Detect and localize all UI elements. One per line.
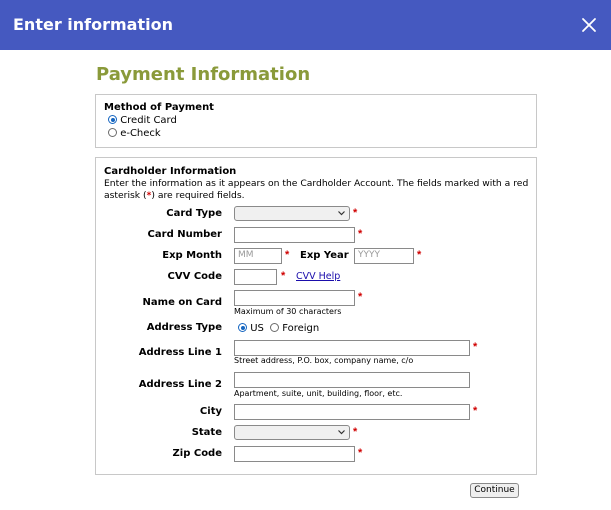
- address-line1-hint: Street address, P.O. box, company name, c/o: [234, 356, 414, 365]
- required-mark: *: [353, 207, 358, 219]
- address-type-us-option[interactable]: [238, 323, 264, 334]
- method-title: Method of Payment: [104, 102, 214, 113]
- continue-button[interactable]: Continue: [470, 483, 519, 498]
- name-on-card-hint: Maximum of 30 characters: [234, 307, 342, 316]
- required-mark: *: [358, 228, 363, 240]
- address-line2-label: Address Line 2: [138, 379, 222, 390]
- address-line1-label: Address Line 1: [138, 347, 222, 358]
- cardholder-title: Cardholder Information: [104, 166, 237, 177]
- cvv-label: CVV Code: [167, 271, 222, 282]
- required-mark: *: [353, 426, 358, 438]
- foreign-label: Foreign: [282, 323, 320, 334]
- echeck-radio[interactable]: [108, 128, 117, 137]
- required-mark: *: [285, 249, 290, 261]
- required-mark: *: [281, 270, 286, 282]
- cvv-input[interactable]: [234, 269, 277, 285]
- address-type-foreign-option[interactable]: [270, 323, 319, 334]
- dialog-titlebar: [0, 0, 611, 50]
- method-of-payment-panel: [95, 94, 537, 148]
- address-line1-input[interactable]: [234, 340, 470, 356]
- city-input[interactable]: [234, 404, 470, 420]
- name-on-card-label: Name on Card: [142, 297, 222, 308]
- foreign-radio[interactable]: [270, 323, 279, 332]
- zip-code-label: Zip Code: [172, 448, 222, 459]
- credit-card-label: Credit Card: [120, 115, 177, 126]
- exp-year-label: Exp Year: [300, 250, 349, 261]
- address-type-label: Address Type: [146, 322, 222, 333]
- exp-month-label: Exp Month: [162, 250, 222, 261]
- card-number-label: Card Number: [147, 229, 222, 240]
- state-label: State: [191, 427, 222, 438]
- required-mark: *: [417, 249, 422, 261]
- page-title: Payment Information: [96, 64, 311, 85]
- close-icon[interactable]: [580, 16, 598, 34]
- exp-month-input[interactable]: MM: [234, 248, 282, 264]
- card-type-label: Card Type: [166, 208, 222, 219]
- required-mark: *: [358, 447, 363, 459]
- dialog-title: Enter information: [13, 15, 173, 34]
- cvv-help-link[interactable]: CVV Help: [296, 271, 341, 282]
- us-label: US: [250, 323, 264, 334]
- echeck-label: e-Check: [120, 128, 161, 139]
- instructions-line2: asterisk (*) are required fields.: [104, 190, 245, 201]
- city-label: City: [199, 406, 222, 417]
- required-mark: *: [358, 291, 363, 303]
- name-on-card-input[interactable]: [234, 290, 355, 306]
- chevron-down-icon: [337, 208, 346, 218]
- echeck-option[interactable]: [108, 128, 161, 139]
- credit-card-radio[interactable]: [108, 115, 117, 124]
- state-select[interactable]: [234, 425, 350, 440]
- exp-year-input[interactable]: YYYY: [354, 248, 414, 264]
- address-line2-hint: Apartment, suite, unit, building, floor, etc.: [234, 389, 403, 398]
- address-line2-input[interactable]: [234, 372, 470, 388]
- credit-card-option[interactable]: [108, 115, 177, 126]
- card-number-input[interactable]: [234, 227, 355, 243]
- required-mark: *: [473, 405, 478, 417]
- card-type-select[interactable]: [234, 206, 350, 221]
- us-radio[interactable]: [238, 323, 247, 332]
- chevron-down-icon: [337, 427, 346, 437]
- instructions-line1: Enter the information as it appears on the Cardholder Account. The fields marked with a red: [104, 178, 529, 189]
- zip-code-input[interactable]: [234, 446, 355, 462]
- required-mark: *: [473, 341, 478, 353]
